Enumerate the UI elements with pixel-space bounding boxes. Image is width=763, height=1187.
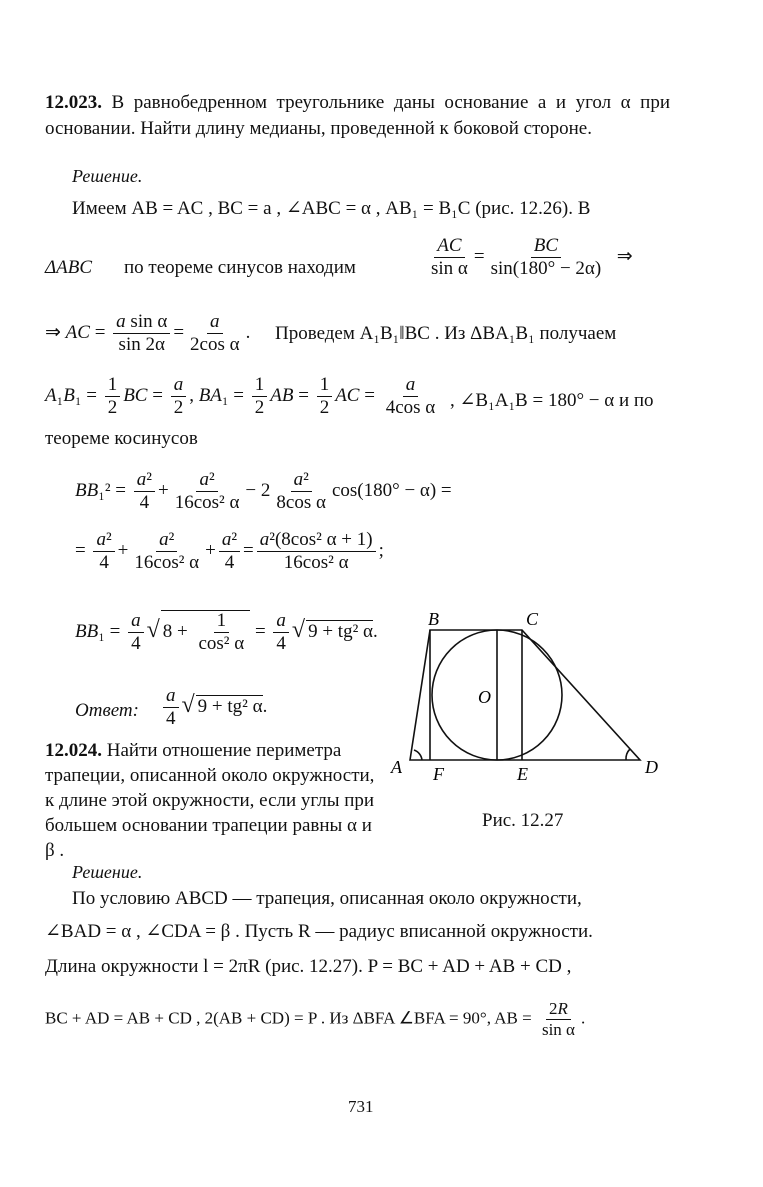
page-number: 731 [348,1097,374,1116]
label-b: B [428,609,439,629]
problem-statement: В равнобедренном треугольнике даны основание a и угол α при основании. Найти длину медианы, проведенной к боковой стороне. [45,92,670,139]
angles-line: ∠BAD = α , ∠CDA = β . Пусть R — радиус вписанной окружности. [45,921,593,942]
label-e: E [517,764,528,784]
ac-formula: ⇒ AC = $\frac{\text{a sin α}}{\sin 2\alpha}$ = $\frac{a}{\text{2cos α}}$ . [45,311,251,355]
line-given: Имеем AB = AC , BC = a , ∠ABC = α , AB₁ = B₁C (рис. 12.26). В [72,198,591,219]
a1b1-formula: A₁B₁ = $\frac{1}{2}$ BC = $\frac{a}{2}$ , BA₁ = $\frac{1}{2}$ AB = $\frac{1}{2}$ AC = $\frac{a}{\text{4cos α}}$ [45,374,436,418]
angle-beta-arc [626,749,630,760]
figure-caption: Рис. 12.27 [482,810,564,831]
label-c: C [526,609,539,629]
problem-number-2: 12.024. [45,740,102,761]
problem-statement-2: Найти отношение периметра трапеции, описанной около окружности, к длине этой окружности, если углы при большем основании трапеции равны α и β . [45,740,375,861]
bb1-squared-line2: = $\frac{\text{a²}}{4}$ + $\frac{\text{a²}}{\text{16cos² α}}$ + $\frac{\text{a²}}{4}$ = $\frac{\text{a²(8cos² α + 1)}}{\text{16cos² α}}$ ; [75,529,384,573]
ab-line: BC + AD = AB + CD , 2(AB + CD) = P . Из ΔBFA ∠BFA = 90°, AB = $\frac{2R}{\text{sin α}}$ . [45,999,586,1039]
label-f: F [433,764,444,784]
answer-label: Ответ: [75,700,139,721]
midline-text: Проведем A₁B₁‖BC . Из ΔBA₁B₁ получаем [275,323,617,344]
triangle-abc: ΔABC [45,257,93,278]
solution-label-2: Решение. [72,862,143,882]
answer-formula: $\frac{a}{4}$ √ 9 + tg² α. [160,686,267,729]
solution-label: Решение. [72,166,143,186]
bb1-squared-line1: BB₁² = $\frac{\text{a²}}{4}$ + $\frac{\text{a²}}{\text{16cos² α}}$ − 2 $\frac{\text{a²}}{\text{8cos α}}$ cos(180° − α) = [75,469,452,513]
problem-number: 12.023. [45,92,102,113]
angle-text: , ∠B₁A₁B = 180° − α и по [450,390,654,411]
figure-12-27 [385,605,675,790]
sine-theorem-text: по теореме синусов находим [124,257,356,278]
trapezoid-abcd [410,630,640,760]
ab-line-text: BC + AD = AB + CD , 2(AB + CD) = P . Из ΔBFA ∠BFA = 90°, AB = [45,1008,536,1028]
cosine-theorem-text: теореме косинусов [45,428,198,449]
perimeter-line: Длина окружности l = 2πR (рис. 12.27). P = BC + AD + AB + CD , [45,956,572,977]
angle-alpha-arc [414,750,422,760]
problem-12-023 [45,90,670,142]
label-a: A [391,757,402,777]
sine-theorem-formula: $\frac{AC}{\text{sin α}}$ = $\frac{BC}{\sin(180^\circ - 2\alpha)}$ ⇒ [431,235,633,279]
problem-12-024 [45,738,375,863]
label-o: O [478,687,491,707]
label-d: D [645,757,658,777]
bb1-result: BB₁ = $\frac{a}{4}$ √ 8 + $\frac{1}{\text{cos² α}}$ = $\frac{a}{4}$ √ 9 + tg² α. [75,610,378,654]
trapezoid-condition: По условию ABCD — трапеция, описанная около окружности, [72,888,582,909]
